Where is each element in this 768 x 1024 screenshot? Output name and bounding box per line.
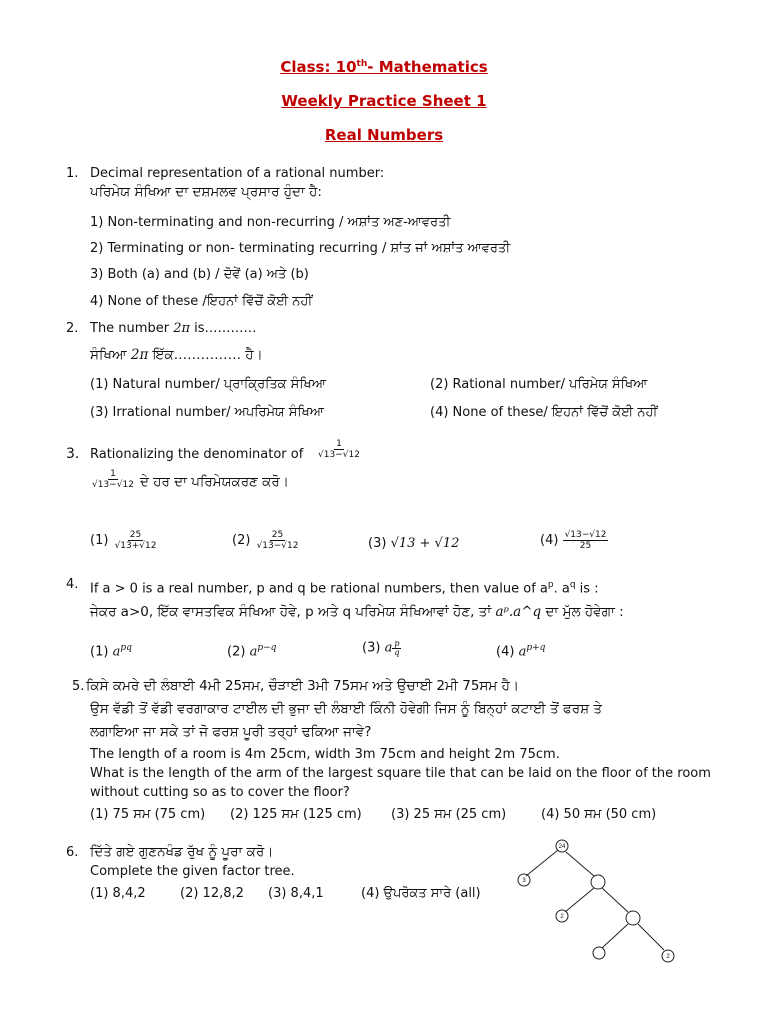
- q3-opt1-den: √13+√12: [114, 541, 157, 551]
- title-subject: - Mathematics: [367, 58, 488, 76]
- q6-option-2: (2) 12,8,2: [180, 886, 244, 901]
- q2-pa-a: ਸੰਖਿਆ: [90, 347, 131, 363]
- q3-opt3-expr: √13 + √12: [390, 536, 460, 551]
- q3-text-pa: ਦੇ ਹਰ ਦਾ ਪਰਿਮੇਯਕਰਣ ਕਰੋ।: [140, 474, 289, 490]
- q1-number: 1.: [66, 166, 79, 181]
- q4-en-sup1: p: [547, 580, 554, 590]
- q5-number: 5.: [72, 679, 85, 694]
- q3-text-en: Rationalizing the denominator of: [90, 447, 304, 462]
- q1-option-1: 1) Non-terminating and non-recurring / ਅਸ਼ਾਂਤ ਅਣ-ਆਵਰਤੀ: [90, 215, 451, 230]
- q3-opt4-label: (4): [540, 533, 559, 548]
- q4-option-2: [227, 640, 276, 660]
- q5-text-pa-1: ਕਿਸੇ ਕਮਰੇ ਦੀ ਲੰਬਾਈ 4ਮੀ 25ਸਮ, ਚੌੜਾਈ 3ਮੀ 75ਸਮ ਅਤੇ ਉਚਾਈ 2ਮੀ 75ਸਮ ਹੈ।: [86, 678, 519, 694]
- q4-en-a: If a > 0 is a real number, p and q be rational numbers, then value of a: [90, 581, 548, 597]
- tree-label-root: 24: [558, 844, 566, 850]
- q3-option-1: [90, 530, 158, 551]
- q6-number: 6.: [66, 845, 79, 860]
- q4-opt2-base: a: [249, 644, 258, 660]
- q3-opt1-num: 25: [129, 530, 142, 540]
- tree-edge-root-right: [566, 852, 594, 876]
- q3-fraction-pa: [90, 469, 136, 490]
- tree-edge-mid-right: [602, 888, 628, 912]
- q4-pa-b: ਦਾ ਮੁੱਲ ਹੋਵੇਗਾ :: [541, 604, 624, 620]
- tree-edge-root-left: [526, 850, 558, 876]
- q4-option-4: [496, 640, 545, 660]
- q4-opt1-label: (1): [90, 644, 109, 660]
- tree-node-low: [626, 911, 640, 925]
- q4-opt4-label: (4): [496, 644, 515, 660]
- q1-option-4: 4) None of these /ਇਹਨਾਂ ਵਿੱਚੋਂ ਕੋਈ ਨਹੀਂ: [90, 294, 313, 309]
- q4-opt3-exp-den: q: [394, 648, 400, 657]
- tree-node-low-left: [593, 947, 605, 959]
- q4-pa-math: aᵖ.a^q: [495, 604, 542, 620]
- tree-edge-mid-left: [565, 888, 594, 912]
- q6-text-en: Complete the given factor tree.: [90, 864, 295, 879]
- sheet-title: Weekly Practice Sheet 1: [281, 92, 487, 110]
- q5-text-en-3: without cutting so as to cover the floor?: [90, 785, 350, 800]
- tree-edge-low-left: [602, 924, 628, 948]
- q2-number: 2.: [66, 321, 79, 336]
- q5-option-4: (4) 50 ਸਮ (50 cm): [541, 807, 657, 822]
- q3-opt4-num: √13−√12: [564, 530, 607, 540]
- q2-option-1: (1) Natural number/ ਪ੍ਰਾਕ੍ਰਿਤਿਕ ਸੰਖਿਆ: [90, 377, 326, 392]
- q4-opt2-exp: p−q: [257, 643, 277, 653]
- q2-en-b: is…………: [190, 321, 257, 336]
- q1-text-pa: ਪਰਿਮੇਯ ਸੰਖਿਆ ਦਾ ਦਸ਼ਮਲਵ ਪ੍ਰਸਾਰ ਹੁੰਦਾ ਹੈ:: [90, 184, 322, 200]
- q4-option-1: [90, 640, 132, 660]
- q3-frac-num: 1: [336, 439, 342, 449]
- q5-text-pa-2: ਉਸ ਵੱਡੀ ਤੋਂ ਵੱਡੀ ਵਰਗਾਕਾਰ ਟਾਈਲ ਦੀ ਭੁਜਾ ਦੀ ਲੰਬਾਈ ਕਿੰਨੀ ਹੋਵੇਗੀ ਜਿਸ ਨੂੰ ਬਿਨ੍ਹਾਂ ਕਟਾਈ ਤੋਂ ਫਰਸ਼ ਤੇ: [90, 701, 602, 717]
- q4-text-en: [90, 577, 599, 597]
- q4-opt2-label: (2): [227, 644, 246, 660]
- q4-opt3-exp-num: p: [394, 639, 400, 648]
- q4-number: 4.: [66, 577, 79, 592]
- title-class: Class: 10: [280, 58, 357, 76]
- tree-label-left2: 2: [560, 914, 564, 920]
- q5-option-1: (1) 75 ਸਮ (75 cm): [90, 807, 206, 822]
- q3-number: 3.: [66, 446, 80, 462]
- q4-opt1-base: a: [112, 644, 121, 660]
- q4-opt3-label: (3): [362, 640, 381, 656]
- q4-en-sup2: q: [569, 580, 576, 590]
- q2-pa-b: ਇੱਕ…………… ਹੈ।: [148, 347, 263, 363]
- q3-opt2-den: √13−√12: [256, 541, 299, 551]
- q2-text-en: [90, 321, 257, 337]
- q3-opt2-num: 25: [271, 530, 284, 540]
- q4-en-mid: . a: [553, 581, 570, 597]
- q3-frac-num-2: 1: [110, 469, 116, 479]
- q6-option-4: (4) ਉਪਰੋਕਤ ਸਾਰੇ (all): [361, 886, 481, 901]
- q3-opt2-label: (2): [232, 533, 251, 548]
- q5-text-pa-3: ਲਗਾਇਆ ਜਾ ਸਕੇ ਤਾਂ ਜੋ ਫਰਸ਼ ਪੂਰੀ ਤਰ੍ਹਾਂ ਢਕਿਆ ਜਾਵੇ?: [90, 724, 372, 740]
- tree-node-mid: [591, 875, 605, 889]
- q3-frac-den: √13−√12: [318, 450, 360, 460]
- q2-pa-math: 2π: [130, 347, 149, 363]
- q5-option-2: (2) 125 ਸਮ (125 cm): [230, 807, 362, 822]
- q6-option-1: (1) 8,4,2: [90, 886, 146, 901]
- q4-opt3-base: a: [384, 640, 393, 656]
- tree-label-left1: 3: [522, 878, 526, 884]
- q4-opt4-base: a: [518, 644, 527, 660]
- q3-opt4-den: 25: [579, 541, 592, 551]
- q6-option-3: (3) 8,4,1: [268, 886, 324, 901]
- q2-en-math: 2π: [173, 321, 191, 336]
- q5-text-en-2: What is the length of the arm of the largest square tile that can be laid on the floor of the room: [90, 766, 711, 781]
- q3-option-4: [540, 530, 608, 551]
- q3-frac-den-2: √13−√12: [92, 480, 134, 490]
- q5-text-en-1: The length of a room is 4m 25cm, width 3m 75cm and height 2m 75cm.: [90, 747, 560, 762]
- q1-option-3: 3) Both (a) and (b) / ਦੋਵੇਂ (a) ਅਤੇ (b): [90, 267, 309, 282]
- q4-text-pa: [90, 604, 624, 620]
- q3-opt1-label: (1): [90, 533, 109, 548]
- topic-title: Real Numbers: [324, 126, 444, 144]
- q2-option-2: (2) Rational number/ ਪਰਿਮੇਯ ਸੰਖਿਆ: [430, 377, 648, 392]
- q1-option-2: 2) Terminating or non- terminating recurring / ਸ਼ਾਂਤ ਜਾਂ ਅਸ਼ਾਂਤ ਆਵਰਤੀ: [90, 241, 511, 256]
- q4-option-3: [362, 640, 401, 657]
- tree-label-low-right: 2: [666, 954, 670, 960]
- q3-fraction: [316, 439, 362, 460]
- q5-option-3: (3) 25 ਸਮ (25 cm): [391, 807, 507, 822]
- title-sup: th: [356, 59, 368, 69]
- q2-en-a: The number: [90, 321, 174, 336]
- factor-tree: [510, 836, 690, 968]
- q2-option-4: (4) None of these/ ਇਹਨਾਂ ਵਿੱਚੋਂ ਕੋਈ ਨਹੀਂ: [430, 405, 658, 420]
- q2-option-3: (3) Irrational number/ ਅਪਰਿਮੇਯ ਸੰਖਿਆ: [90, 405, 324, 420]
- tree-edge-low-right: [638, 924, 664, 950]
- page-title: [0, 58, 768, 76]
- q3-opt3-label: (3): [368, 536, 387, 551]
- q3-option-2: [232, 530, 300, 551]
- q4-en-end: is :: [575, 581, 599, 597]
- q4-opt4-exp: p+q: [526, 643, 546, 653]
- q6-text-pa: ਦਿੱਤੇ ਗਏ ਗੁਣਨਖੰਡ ਰੁੱਖ ਨੂੰ ਪੂਰਾ ਕਰੋ।: [90, 844, 274, 860]
- q2-text-pa: [90, 347, 263, 363]
- q4-pa-a: ਜੇਕਰ a>0, ਇੱਕ ਵਾਸਤਵਿਕ ਸੰਖਿਆ ਹੋਵੇ, p ਅਤੇ q ਪਰਿਮੇਯ ਸੰਖਿਆਵਾਂ ਹੋਣ, ਤਾਂ: [90, 604, 496, 620]
- q1-text-en: Decimal representation of a rational number:: [90, 166, 385, 181]
- q4-opt1-exp: pq: [120, 643, 132, 653]
- q3-option-3: [368, 536, 459, 552]
